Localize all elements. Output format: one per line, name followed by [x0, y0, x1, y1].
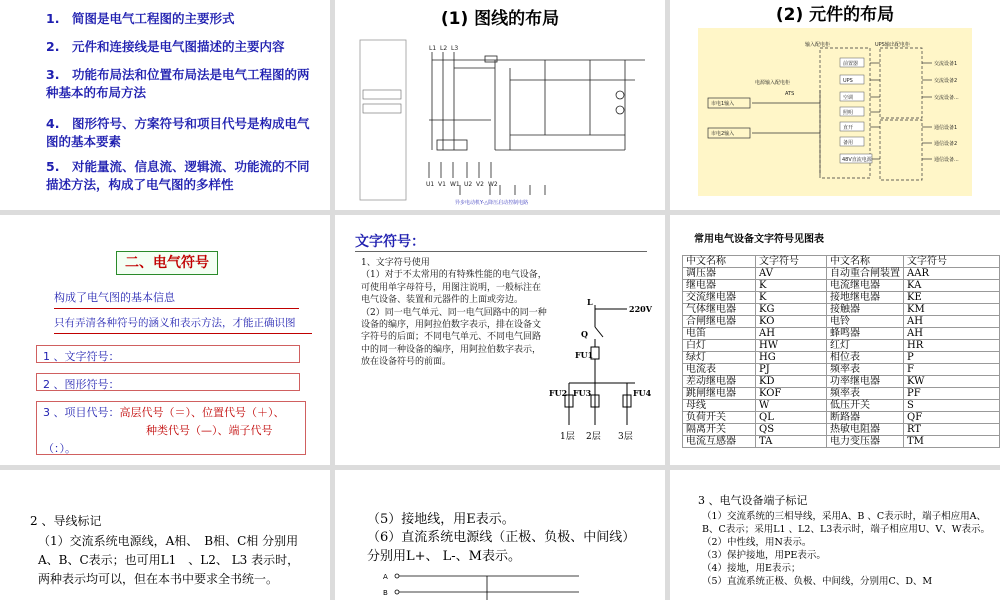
bus-label-l3: L3: [451, 45, 459, 52]
output-label: 交流设备1: [934, 61, 958, 67]
label-220v: 220V: [629, 304, 652, 314]
table-cell: KD: [756, 376, 827, 388]
terminal-label-w2: W2: [488, 181, 498, 188]
table-cell: HW: [756, 340, 827, 352]
label-floor3: 3层: [618, 432, 633, 442]
table-cell: 功率继电器: [827, 376, 904, 388]
table-row: [683, 352, 1000, 364]
list-item: 3. 功能布局法和位置布局法是电气工程图的两种基本的布局方法: [46, 67, 310, 100]
output-label: 交流设备2: [934, 78, 958, 84]
table-cell: 白灯: [683, 340, 756, 352]
slide-body: [702, 510, 992, 588]
info-line-1: 构成了电气图的基本信息: [54, 289, 299, 309]
label-floor2: 2层: [586, 432, 601, 442]
graphic-symbol-box: 2 、图形符号：: [36, 373, 300, 391]
table-cell: 调压器: [683, 268, 756, 280]
paragraph-4: （4）接地，用E表示；: [702, 563, 801, 574]
table-cell: KE: [904, 292, 1000, 304]
table-cell: 频率表: [827, 364, 904, 376]
table-cell: 母线: [683, 400, 756, 412]
table-cell: 电笛: [683, 328, 756, 340]
slide-terminal-marking[interactable]: [670, 470, 1000, 600]
diagram-caption: 异步电动机Y-△降压启动控制电路: [455, 200, 529, 206]
table-cell: 自动重合闸装置: [827, 268, 904, 280]
slide-title: 2 、导线标记: [30, 514, 102, 528]
output-label: 交流设备...: [934, 95, 959, 101]
paragraph-2: （2）中性线，用N表示。: [702, 537, 812, 548]
table-row: [683, 388, 1000, 400]
paragraph-2: （2）同一电气单元、同一电气回路中的同一种设备的编序，用阿拉伯数字表示，排在设备文字符号的后面；不同电气单元、不同电气回路中的同一种设备的编序，用阿拉伯数字表示，放在设备符号的前面。: [361, 307, 547, 368]
label-fu2: FU2: [549, 388, 568, 398]
load-label: 照明: [843, 110, 854, 116]
phase-lines-diagram: [379, 570, 579, 600]
label-l: L: [587, 297, 593, 307]
slide-electrical-symbols[interactable]: [0, 215, 330, 465]
label-fu1: FU1: [575, 350, 594, 360]
table-row: [683, 364, 1000, 376]
table-cell: 隔离开关: [683, 424, 756, 436]
table-cell: 红灯: [827, 340, 904, 352]
fuse-circuit-diagram: [549, 295, 665, 455]
list-item: 2. 元件和连接线是电气图描述的主要内容: [46, 39, 285, 54]
table-cell: 电力变压器: [827, 436, 904, 448]
table-cell: QF: [904, 412, 1000, 424]
table-cell: 绿灯: [683, 352, 756, 364]
table-cell: 电流继电器: [827, 280, 904, 292]
text-symbol-box: 1 、文字符号：: [36, 345, 300, 363]
table-cell: TA: [756, 436, 827, 448]
table-cell: 电铃: [827, 316, 904, 328]
table-cell: K: [756, 292, 827, 304]
item-code-suffix: （：）。: [43, 442, 76, 455]
slide-title: (2) 元件的布局: [775, 5, 895, 25]
label-b: B: [383, 589, 388, 597]
table-cell: QL: [756, 412, 827, 424]
table-row: [683, 292, 1000, 304]
table-header-row: [683, 256, 1000, 268]
list-item: 5. 对能量流、信息流、逻辑流、功能流的不同描述方法，构成了电气图的多样性: [46, 159, 310, 192]
table-cell: 频率表: [827, 388, 904, 400]
table-cell: 电流互感器: [683, 436, 756, 448]
table-cell: AH: [756, 328, 827, 340]
table-header-cell: 中文名称: [683, 256, 756, 268]
slide-summary-list[interactable]: [0, 0, 330, 210]
table-cell: 气体继电器: [683, 304, 756, 316]
table-row: [683, 268, 1000, 280]
table-cell: 负荷开关: [683, 412, 756, 424]
table-header-cell: 文字符号: [904, 256, 1000, 268]
line-dc: （6）直流系统电源线（正极、负极、中间线）分别用L+、 L-、M表示。: [367, 530, 636, 564]
load-label: 空调: [843, 95, 854, 101]
table-cell: KM: [904, 304, 1000, 316]
table-cell: KG: [756, 304, 827, 316]
table-cell: HG: [756, 352, 827, 364]
table-cell: RT: [904, 424, 1000, 436]
table-row: [683, 304, 1000, 316]
paragraph-1: （1）对于不太常用的有特殊性能的电气设备，可使用单字母符号，用图注说明，一般标注在电气设备、装置和元器件的上面或旁边。: [361, 270, 547, 306]
label-main-cabinet: 电源输入配电柜: [755, 80, 791, 86]
load-label: 前置器: [843, 61, 859, 67]
table-cell: W: [756, 400, 827, 412]
label-ats: ATS: [785, 91, 795, 97]
table-cell: 差动继电器: [683, 376, 756, 388]
power-distribution-diagram: [670, 0, 1000, 210]
table-cell: 合闸继电器: [683, 316, 756, 328]
table-header-cell: 中文名称: [827, 256, 904, 268]
line-ground: （5）接地线，用E表示。: [367, 512, 515, 527]
slide-body: （1）交流系统电源线，A相、 B相、C相 分别用A、B、C表示；也可用L1 、L2、 L3 表示时，两种表示均可以，但在本书中要求全书统一。: [38, 534, 300, 586]
table-cell: PJ: [756, 364, 827, 376]
table-cell: 继电器: [683, 280, 756, 292]
table-cell: PF: [904, 388, 1000, 400]
table-row: [683, 280, 1000, 292]
text-body: [361, 257, 549, 369]
table-row: [683, 400, 1000, 412]
table-row: [683, 328, 1000, 340]
table-cell: 交流继电器: [683, 292, 756, 304]
label-q: Q: [581, 329, 588, 339]
table-cell: AH: [904, 316, 1000, 328]
paragraph-1: （1）交流系统的三相导线，采用A、B 、C表示时，端子相应用A、B、C表示；采用L1 、L2、L3表示时，端子相应用U、V、W表示。: [702, 511, 990, 535]
table-cell: QS: [756, 424, 827, 436]
slide-wire-marking[interactable]: [0, 470, 330, 600]
load-label: UPS: [843, 78, 853, 84]
table-row: [683, 424, 1000, 436]
item-code-label: 3 、项目代号：: [43, 406, 120, 419]
terminal-label-u1: U1: [426, 181, 435, 188]
terminal-label-u2: U2: [464, 181, 473, 188]
load-label: 直开: [843, 125, 854, 131]
slide-component-layout[interactable]: [670, 0, 1000, 210]
table-cell: AH: [904, 328, 1000, 340]
table-cell: 电流表: [683, 364, 756, 376]
table-cell: KW: [904, 376, 1000, 388]
table-cell: 相位表: [827, 352, 904, 364]
output-label: 通信设备...: [934, 157, 959, 163]
heading: 1、文字符号使用: [361, 258, 430, 268]
table-cell: AV: [756, 268, 827, 280]
section-title: 二、电气符号: [116, 251, 218, 275]
paragraph-5: （5）直流系统正极、负极、中间线，分别用C、D、M: [702, 576, 933, 587]
slide-title: (1) 图线的布局: [440, 9, 560, 29]
slide-title: 3 、电气设备端子标记: [698, 494, 808, 507]
table-row: [683, 376, 1000, 388]
paragraph-3: （3）保护接地，用PE表示。: [702, 550, 826, 561]
motor-control-circuit-diagram: [335, 0, 665, 210]
table-cell: 低压开关: [827, 400, 904, 412]
load-label: 备用: [843, 140, 854, 146]
table-cell: K: [756, 280, 827, 292]
label-input-cabinet: 输入配电柜: [805, 42, 831, 48]
terminal-label-v2: V2: [476, 181, 484, 188]
table-cell: TM: [904, 436, 1000, 448]
bus-label-l2: L2: [440, 45, 448, 52]
info-line-2: 只有弄清各种符号的涵义和表示方法，才能正确识图: [54, 315, 312, 334]
slide-ground-dc-lines[interactable]: [335, 470, 665, 600]
table-cell: F: [904, 364, 1000, 376]
item-code-box: [36, 401, 306, 455]
list-item: 1. 简图是电气工程图的主要形式: [46, 11, 235, 26]
table-cell: KO: [756, 316, 827, 328]
table-cell: 蜂鸣器: [827, 328, 904, 340]
table-header-cell: 文字符号: [756, 256, 827, 268]
label-a: A: [383, 573, 388, 581]
label-floor1: 1层: [560, 432, 575, 442]
table-row: [683, 436, 1000, 448]
label-fu3: FU3: [573, 388, 592, 398]
terminal-label-w1: W1: [450, 181, 460, 188]
label-mains1: 市电1输入: [711, 101, 735, 107]
output-label: 通信设备1: [934, 125, 958, 131]
table-cell: 接地继电器: [827, 292, 904, 304]
slide-wiring-layout[interactable]: [335, 0, 665, 210]
table-cell: 断路器: [827, 412, 904, 424]
dc48-label: 48V直流电源: [842, 157, 872, 163]
slide-title: 常用电气设备文字符号见图表: [694, 234, 824, 245]
table-cell: S: [904, 400, 1000, 412]
symbol-table: [682, 255, 1000, 448]
output-label: 通信设备2: [934, 141, 958, 147]
table-cell: AAR: [904, 268, 1000, 280]
label-fu4: FU4: [633, 388, 652, 398]
table-cell: 接触器: [827, 304, 904, 316]
list-item: 4. 图形符号、方案符号和项目代号是构成电气图的基本要素: [46, 116, 310, 149]
label-mains2: 市电2输入: [711, 131, 735, 137]
table-cell: KA: [904, 280, 1000, 292]
table-cell: HR: [904, 340, 1000, 352]
table-cell: 跳闸继电器: [683, 388, 756, 400]
table-row: [683, 412, 1000, 424]
label-ups-cabinet: UPS输出配电柜: [875, 42, 910, 48]
slide-text-symbols[interactable]: [335, 215, 665, 465]
terminal-label-v1: V1: [438, 181, 446, 188]
table-row: [683, 340, 1000, 352]
table-cell: KOF: [756, 388, 827, 400]
table-cell: 热敏电阻器: [827, 424, 904, 436]
table-cell: P: [904, 352, 1000, 364]
item-code-red-2: 种类代号（—）、端子代号: [146, 424, 273, 437]
slide-symbol-table[interactable]: [670, 215, 1000, 465]
table-row: [683, 316, 1000, 328]
bus-label-l1: L1: [429, 45, 437, 52]
item-code-red-1: 高层代号（＝）、位置代号（＋）、: [119, 406, 285, 419]
slide-title: 文字符号：: [355, 231, 647, 252]
